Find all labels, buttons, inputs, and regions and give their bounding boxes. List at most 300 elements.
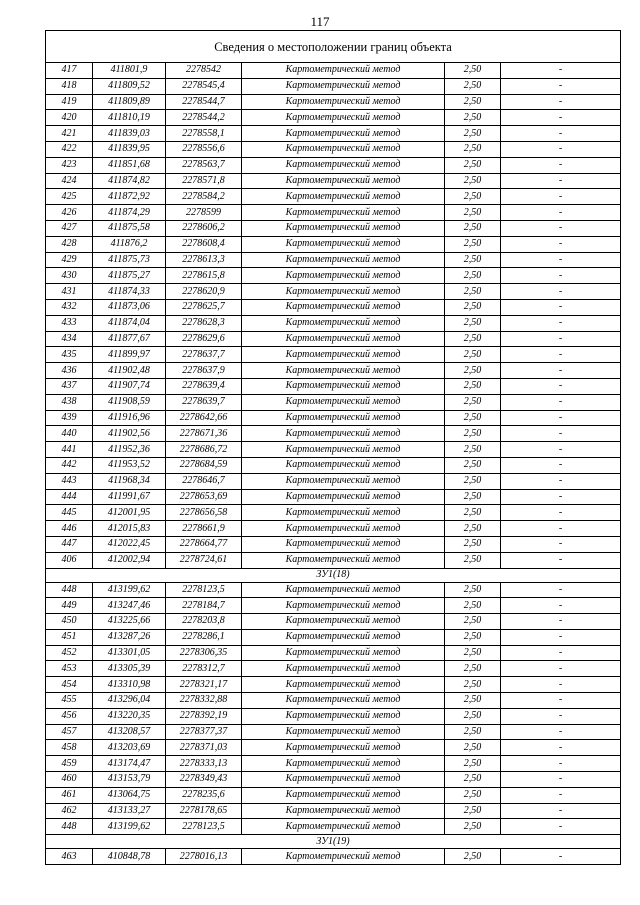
y-coordinate-cell: 2278615,8	[166, 268, 242, 284]
point-number-cell: 449	[46, 598, 93, 614]
y-coordinate-cell: 2278637,7	[166, 347, 242, 363]
y-coordinate-cell: 2278377,37	[166, 724, 242, 740]
table-row	[46, 236, 621, 252]
description-cell: -	[501, 63, 621, 79]
table-row	[46, 205, 621, 221]
point-number-cell: 420	[46, 110, 93, 126]
table-title: Сведения о местоположении границ объекта	[46, 31, 621, 63]
method-cell: Картометрический метод	[242, 740, 445, 756]
y-coordinate-cell: 2278629,6	[166, 331, 242, 347]
point-number-cell: 429	[46, 252, 93, 268]
method-cell: Картометрический метод	[242, 819, 445, 835]
point-number-cell: 436	[46, 363, 93, 379]
accuracy-cell: 2,50	[445, 94, 501, 110]
y-coordinate-cell: 2278584,2	[166, 189, 242, 205]
x-coordinate-cell: 413199,62	[93, 819, 166, 835]
method-cell: Картометрический метод	[242, 772, 445, 788]
y-coordinate-cell: 2278639,4	[166, 378, 242, 394]
accuracy-cell: 2,50	[445, 189, 501, 205]
table-row	[46, 363, 621, 379]
point-number-cell: 426	[46, 205, 93, 221]
description-cell: -	[501, 724, 621, 740]
y-coordinate-cell: 2278371,03	[166, 740, 242, 756]
table-row	[46, 661, 621, 677]
y-coordinate-cell: 2278653,69	[166, 489, 242, 505]
table-row	[46, 505, 621, 521]
table-row	[46, 803, 621, 819]
table-row	[46, 189, 621, 205]
x-coordinate-cell: 411839,95	[93, 141, 166, 157]
description-cell: -	[501, 521, 621, 537]
x-coordinate-cell: 413174,47	[93, 756, 166, 772]
method-cell: Картометрический метод	[242, 489, 445, 505]
table-row	[46, 173, 621, 189]
accuracy-cell: 2,50	[445, 236, 501, 252]
method-cell: Картометрический метод	[242, 521, 445, 537]
y-coordinate-cell: 2278628,3	[166, 315, 242, 331]
point-number-cell: 452	[46, 645, 93, 661]
accuracy-cell: 2,50	[445, 205, 501, 221]
table-row	[46, 141, 621, 157]
description-cell: -	[501, 363, 621, 379]
table-row	[46, 426, 621, 442]
y-coordinate-cell: 2278656,58	[166, 505, 242, 521]
point-number-cell: 417	[46, 63, 93, 79]
accuracy-cell: 2,50	[445, 363, 501, 379]
accuracy-cell: 2,50	[445, 521, 501, 537]
description-cell: -	[501, 803, 621, 819]
point-number-cell: 438	[46, 394, 93, 410]
point-number-cell: 456	[46, 708, 93, 724]
table-row	[46, 299, 621, 315]
x-coordinate-cell: 411809,89	[93, 94, 166, 110]
x-coordinate-cell: 412002,94	[93, 552, 166, 568]
x-coordinate-cell: 411916,96	[93, 410, 166, 426]
table-row	[46, 552, 621, 568]
y-coordinate-cell: 2278558,1	[166, 126, 242, 142]
description-cell: -	[501, 614, 621, 630]
point-number-cell: 419	[46, 94, 93, 110]
x-coordinate-cell: 412015,83	[93, 521, 166, 537]
table-row	[46, 708, 621, 724]
x-coordinate-cell: 413153,79	[93, 772, 166, 788]
accuracy-cell: 2,50	[445, 157, 501, 173]
accuracy-cell: 2,50	[445, 536, 501, 552]
accuracy-cell: 2,50	[445, 268, 501, 284]
method-cell: Картометрический метод	[242, 693, 445, 709]
point-number-cell: 444	[46, 489, 93, 505]
x-coordinate-cell: 411952,36	[93, 442, 166, 458]
point-number-cell: 448	[46, 819, 93, 835]
accuracy-cell: 2,50	[445, 442, 501, 458]
x-coordinate-cell: 411874,82	[93, 173, 166, 189]
accuracy-cell: 2,50	[445, 252, 501, 268]
description-cell: -	[501, 693, 621, 709]
accuracy-cell: 2,50	[445, 473, 501, 489]
x-coordinate-cell: 411874,04	[93, 315, 166, 331]
x-coordinate-cell: 411874,33	[93, 284, 166, 300]
method-cell: Картометрический метод	[242, 110, 445, 126]
description-cell: -	[501, 756, 621, 772]
table-row	[46, 849, 621, 865]
x-coordinate-cell: 411851,68	[93, 157, 166, 173]
table-row	[46, 756, 621, 772]
table-row	[46, 582, 621, 598]
table-row	[46, 819, 621, 835]
boundary-coordinates-document	[45, 30, 620, 865]
y-coordinate-cell: 2278235,6	[166, 787, 242, 803]
table-row	[46, 457, 621, 473]
point-number-cell: 451	[46, 629, 93, 645]
table-row	[46, 394, 621, 410]
method-cell: Картометрический метод	[242, 614, 445, 630]
method-cell: Картометрический метод	[242, 552, 445, 568]
y-coordinate-cell: 2278544,2	[166, 110, 242, 126]
y-coordinate-cell: 2278178,65	[166, 803, 242, 819]
table-row	[46, 126, 621, 142]
accuracy-cell: 2,50	[445, 378, 501, 394]
table-row	[46, 536, 621, 552]
x-coordinate-cell: 411875,73	[93, 252, 166, 268]
x-coordinate-cell: 413310,98	[93, 677, 166, 693]
method-cell: Картометрический метод	[242, 457, 445, 473]
description-cell: -	[501, 236, 621, 252]
y-coordinate-cell: 2278639,7	[166, 394, 242, 410]
description-cell: -	[501, 315, 621, 331]
accuracy-cell: 2,50	[445, 299, 501, 315]
point-number-cell: 454	[46, 677, 93, 693]
table-row	[46, 614, 621, 630]
description-cell: -	[501, 299, 621, 315]
point-number-cell: 428	[46, 236, 93, 252]
accuracy-cell: 2,50	[445, 426, 501, 442]
accuracy-cell: 2,50	[445, 661, 501, 677]
point-number-cell: 430	[46, 268, 93, 284]
x-coordinate-cell: 412022,45	[93, 536, 166, 552]
point-number-cell: 446	[46, 521, 93, 537]
table-row	[46, 442, 621, 458]
method-cell: Картометрический метод	[242, 787, 445, 803]
accuracy-cell: 2,50	[445, 724, 501, 740]
table-row	[46, 489, 621, 505]
method-cell: Картометрический метод	[242, 331, 445, 347]
x-coordinate-cell: 411872,92	[93, 189, 166, 205]
description-cell: -	[501, 94, 621, 110]
accuracy-cell: 2,50	[445, 803, 501, 819]
table-row	[46, 63, 621, 79]
table-row	[46, 598, 621, 614]
point-number-cell: 445	[46, 505, 93, 521]
method-cell: Картометрический метод	[242, 157, 445, 173]
y-coordinate-cell: 2278286,1	[166, 629, 242, 645]
y-coordinate-cell: 2278664,77	[166, 536, 242, 552]
x-coordinate-cell: 410848,78	[93, 849, 166, 865]
point-number-cell: 431	[46, 284, 93, 300]
method-cell: Картометрический метод	[242, 677, 445, 693]
accuracy-cell: 2,50	[445, 63, 501, 79]
y-coordinate-cell: 2278620,9	[166, 284, 242, 300]
y-coordinate-cell: 2278545,4	[166, 78, 242, 94]
point-number-cell: 443	[46, 473, 93, 489]
x-coordinate-cell: 413305,39	[93, 661, 166, 677]
table-row	[46, 521, 621, 537]
method-cell: Картометрический метод	[242, 63, 445, 79]
x-coordinate-cell: 413296,04	[93, 693, 166, 709]
table-row	[46, 220, 621, 236]
accuracy-cell: 2,50	[445, 582, 501, 598]
point-number-cell: 448	[46, 582, 93, 598]
description-cell: -	[501, 819, 621, 835]
y-coordinate-cell: 2278349,43	[166, 772, 242, 788]
y-coordinate-cell: 2278123,5	[166, 582, 242, 598]
method-cell: Картометрический метод	[242, 708, 445, 724]
description-cell: -	[501, 394, 621, 410]
x-coordinate-cell: 413247,46	[93, 598, 166, 614]
method-cell: Картометрический метод	[242, 141, 445, 157]
description-cell: -	[501, 410, 621, 426]
accuracy-cell: 2,50	[445, 331, 501, 347]
accuracy-cell: 2,50	[445, 787, 501, 803]
y-coordinate-cell: 2278312,7	[166, 661, 242, 677]
table-row	[46, 410, 621, 426]
accuracy-cell: 2,50	[445, 110, 501, 126]
x-coordinate-cell: 413287,26	[93, 629, 166, 645]
x-coordinate-cell: 413208,57	[93, 724, 166, 740]
table-row	[46, 378, 621, 394]
point-number-cell: 422	[46, 141, 93, 157]
accuracy-cell: 2,50	[445, 347, 501, 363]
description-cell: -	[501, 661, 621, 677]
description-cell: -	[501, 772, 621, 788]
method-cell: Картометрический метод	[242, 661, 445, 677]
description-cell: -	[501, 787, 621, 803]
accuracy-cell: 2,50	[445, 629, 501, 645]
point-number-cell: 437	[46, 378, 93, 394]
y-coordinate-cell: 2278016,13	[166, 849, 242, 865]
x-coordinate-cell: 411810,19	[93, 110, 166, 126]
description-cell: -	[501, 645, 621, 661]
y-coordinate-cell: 2278637,9	[166, 363, 242, 379]
x-coordinate-cell: 411809,52	[93, 78, 166, 94]
description-cell: -	[501, 442, 621, 458]
description-cell: -	[501, 141, 621, 157]
table-row	[46, 677, 621, 693]
y-coordinate-cell: 2278661,9	[166, 521, 242, 537]
page-number: 117	[310, 14, 330, 29]
point-number-cell: 439	[46, 410, 93, 426]
table-row	[46, 473, 621, 489]
method-cell: Картометрический метод	[242, 645, 445, 661]
table-row	[46, 157, 621, 173]
description-cell: -	[501, 252, 621, 268]
point-number-cell: 406	[46, 552, 93, 568]
x-coordinate-cell: 413203,69	[93, 740, 166, 756]
y-coordinate-cell: 2278613,3	[166, 252, 242, 268]
y-coordinate-cell: 2278306,35	[166, 645, 242, 661]
description-cell: -	[501, 426, 621, 442]
y-coordinate-cell: 2278625,7	[166, 299, 242, 315]
section-row	[46, 568, 621, 582]
accuracy-cell: 2,50	[445, 849, 501, 865]
method-cell: Картометрический метод	[242, 189, 445, 205]
point-number-cell: 457	[46, 724, 93, 740]
accuracy-cell: 2,50	[445, 315, 501, 331]
method-cell: Картометрический метод	[242, 315, 445, 331]
point-number-cell: 447	[46, 536, 93, 552]
point-number-cell: 460	[46, 772, 93, 788]
method-cell: Картометрический метод	[242, 582, 445, 598]
y-coordinate-cell: 2278606,2	[166, 220, 242, 236]
description-cell: -	[501, 505, 621, 521]
y-coordinate-cell: 2278646,7	[166, 473, 242, 489]
point-number-cell: 459	[46, 756, 93, 772]
description-cell: -	[501, 740, 621, 756]
point-number-cell: 421	[46, 126, 93, 142]
x-coordinate-cell: 411953,52	[93, 457, 166, 473]
table-row	[46, 331, 621, 347]
method-cell: Картометрический метод	[242, 78, 445, 94]
y-coordinate-cell: 2278599	[166, 205, 242, 221]
x-coordinate-cell: 411899,97	[93, 347, 166, 363]
method-cell: Картометрический метод	[242, 236, 445, 252]
description-cell: -	[501, 378, 621, 394]
method-cell: Картометрический метод	[242, 756, 445, 772]
description-cell: -	[501, 126, 621, 142]
y-coordinate-cell: 2278544,7	[166, 94, 242, 110]
x-coordinate-cell: 411968,34	[93, 473, 166, 489]
x-coordinate-cell: 411875,58	[93, 220, 166, 236]
accuracy-cell: 2,50	[445, 819, 501, 835]
y-coordinate-cell: 2278571,8	[166, 173, 242, 189]
x-coordinate-cell: 411877,67	[93, 331, 166, 347]
method-cell: Картометрический метод	[242, 94, 445, 110]
table-row	[46, 315, 621, 331]
method-cell: Картометрический метод	[242, 126, 445, 142]
y-coordinate-cell: 2278608,4	[166, 236, 242, 252]
x-coordinate-cell: 412001,95	[93, 505, 166, 521]
point-number-cell: 462	[46, 803, 93, 819]
y-coordinate-cell: 2278542	[166, 63, 242, 79]
table-row	[46, 772, 621, 788]
method-cell: Картометрический метод	[242, 849, 445, 865]
boundary-coordinates-table	[45, 30, 621, 865]
point-number-cell: 458	[46, 740, 93, 756]
method-cell: Картометрический метод	[242, 629, 445, 645]
table-header-row	[46, 31, 621, 63]
table-row	[46, 724, 621, 740]
accuracy-cell: 2,50	[445, 772, 501, 788]
accuracy-cell: 2,50	[445, 598, 501, 614]
accuracy-cell: 2,50	[445, 410, 501, 426]
accuracy-cell: 2,50	[445, 457, 501, 473]
x-coordinate-cell: 413301,05	[93, 645, 166, 661]
table-row	[46, 347, 621, 363]
table-row	[46, 284, 621, 300]
description-cell: -	[501, 347, 621, 363]
description-cell: -	[501, 284, 621, 300]
accuracy-cell: 2,50	[445, 740, 501, 756]
description-cell: -	[501, 173, 621, 189]
method-cell: Картометрический метод	[242, 803, 445, 819]
accuracy-cell: 2,50	[445, 693, 501, 709]
accuracy-cell: 2,50	[445, 614, 501, 630]
method-cell: Картометрический метод	[242, 473, 445, 489]
table-row	[46, 787, 621, 803]
accuracy-cell: 2,50	[445, 394, 501, 410]
accuracy-cell: 2,50	[445, 126, 501, 142]
accuracy-cell: 2,50	[445, 756, 501, 772]
method-cell: Картометрический метод	[242, 598, 445, 614]
y-coordinate-cell: 2278686,72	[166, 442, 242, 458]
method-cell: Картометрический метод	[242, 442, 445, 458]
y-coordinate-cell: 2278203,8	[166, 614, 242, 630]
description-cell: -	[501, 536, 621, 552]
accuracy-cell: 2,50	[445, 284, 501, 300]
y-coordinate-cell: 2278184,7	[166, 598, 242, 614]
y-coordinate-cell: 2278321,17	[166, 677, 242, 693]
method-cell: Картометрический метод	[242, 394, 445, 410]
accuracy-cell: 2,50	[445, 220, 501, 236]
method-cell: Картометрический метод	[242, 220, 445, 236]
description-cell: -	[501, 677, 621, 693]
description-cell: -	[501, 205, 621, 221]
y-coordinate-cell: 2278671,36	[166, 426, 242, 442]
description-cell: -	[501, 78, 621, 94]
table-row	[46, 268, 621, 284]
point-number-cell: 427	[46, 220, 93, 236]
description-cell: -	[501, 849, 621, 865]
description-cell: -	[501, 457, 621, 473]
x-coordinate-cell: 413225,66	[93, 614, 166, 630]
point-number-cell: 433	[46, 315, 93, 331]
x-coordinate-cell: 411839,03	[93, 126, 166, 142]
description-cell: -	[501, 110, 621, 126]
table-row	[46, 740, 621, 756]
accuracy-cell: 2,50	[445, 489, 501, 505]
table-row	[46, 629, 621, 645]
method-cell: Картометрический метод	[242, 536, 445, 552]
accuracy-cell: 2,50	[445, 708, 501, 724]
table-row	[46, 693, 621, 709]
x-coordinate-cell: 413133,27	[93, 803, 166, 819]
x-coordinate-cell: 411875,27	[93, 268, 166, 284]
x-coordinate-cell: 411874,29	[93, 205, 166, 221]
description-cell: -	[501, 268, 621, 284]
method-cell: Картометрический метод	[242, 252, 445, 268]
point-number-cell: 432	[46, 299, 93, 315]
y-coordinate-cell: 2278563,7	[166, 157, 242, 173]
method-cell: Картометрический метод	[242, 505, 445, 521]
y-coordinate-cell: 2278724,61	[166, 552, 242, 568]
description-cell: -	[501, 473, 621, 489]
point-number-cell: 441	[46, 442, 93, 458]
description-cell: -	[501, 157, 621, 173]
point-number-cell: 435	[46, 347, 93, 363]
description-cell: -	[501, 489, 621, 505]
y-coordinate-cell: 2278684,59	[166, 457, 242, 473]
table-row	[46, 252, 621, 268]
point-number-cell: 461	[46, 787, 93, 803]
accuracy-cell: 2,50	[445, 78, 501, 94]
description-cell: -	[501, 598, 621, 614]
description-cell: -	[501, 552, 621, 568]
section-label: ЗУ1(19)	[46, 835, 621, 849]
description-cell: -	[501, 220, 621, 236]
x-coordinate-cell: 411876,2	[93, 236, 166, 252]
table-row	[46, 645, 621, 661]
method-cell: Картометрический метод	[242, 284, 445, 300]
point-number-cell: 423	[46, 157, 93, 173]
